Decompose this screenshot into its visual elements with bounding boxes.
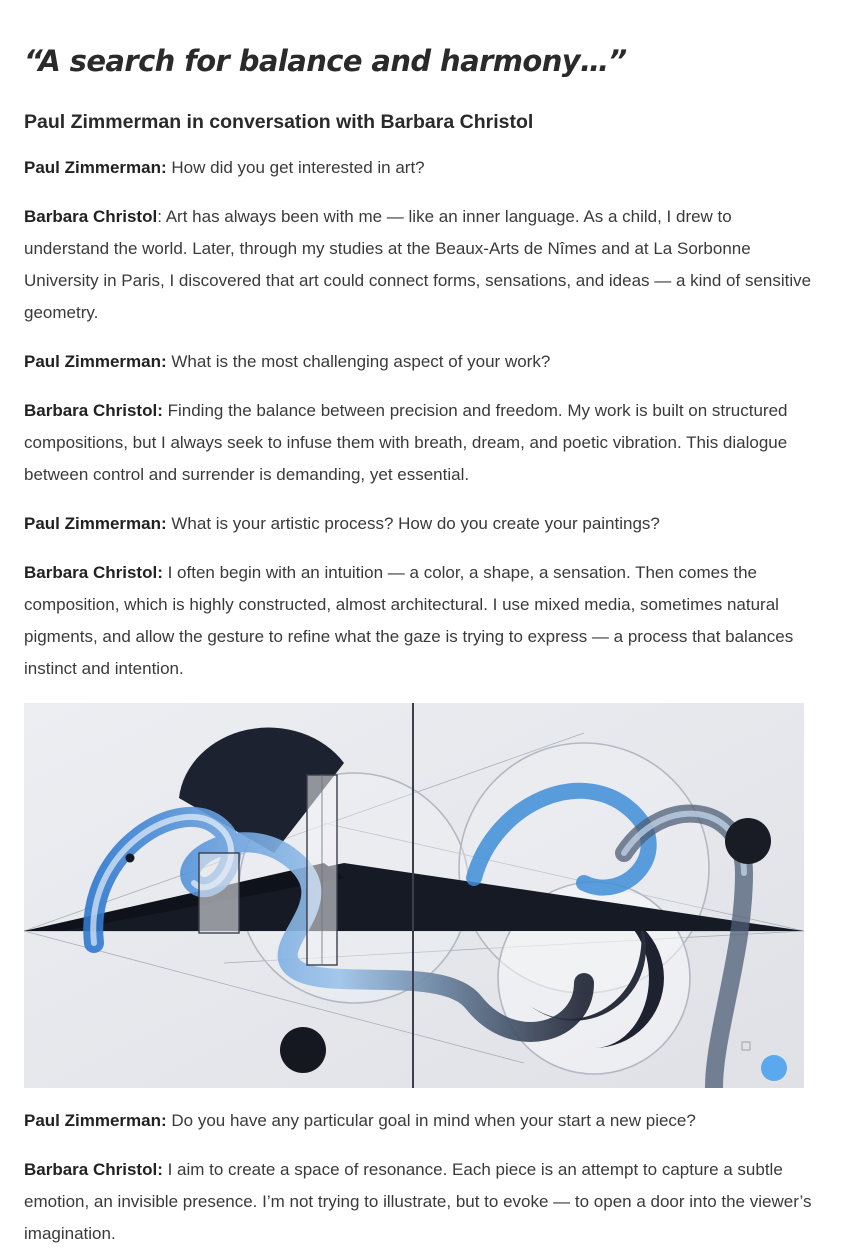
article-title: “A search for balance and harmony…”	[24, 44, 627, 78]
question-text: Do you have any particular goal in mind when your start a new piece?	[166, 1111, 696, 1130]
question-text: How did you get interested in art?	[166, 158, 425, 177]
interview-question	[24, 152, 814, 184]
artwork-image	[24, 703, 804, 1088]
speaker-name: Paul Zimmerman:	[24, 1111, 167, 1130]
answer-text: : Art has always been with me — like an inner language. As a child, I drew to understand the world. Later, through my studies at the Beaux-Arts de Nîmes and at La Sorbonne University in Paris, I discovered that art could connect forms, sensations, and ideas — a kind of sensitive geometry.	[24, 207, 812, 322]
speaker-name: Paul Zimmerman:	[24, 158, 167, 177]
speaker-name: Barbara Christol	[24, 207, 158, 226]
answer-text: Finding the balance between precision and freedom. My work is built on structured compositions, but I always seek to infuse them with breath, dream, and poetic vibration. This dialogue between control and surrender is demanding, yet essential.	[24, 401, 788, 484]
speaker-name: Barbara Christol:	[24, 1160, 163, 1179]
speaker-name: Barbara Christol:	[24, 401, 163, 420]
speaker-name: Paul Zimmerman:	[24, 514, 167, 533]
interview-answer	[24, 1154, 814, 1250]
speaker-name: Barbara Christol:	[24, 563, 163, 582]
abstract-painting	[24, 703, 804, 1088]
article-subtitle: Paul Zimmerman in conversation with Barbara Christol	[24, 111, 534, 133]
interview-question	[24, 1105, 814, 1137]
answer-text: I often begin with an intuition — a color, a shape, a sensation. Then comes the composition, which is highly constructed, almost architectural. I use mixed media, sometimes natural pigments, and allow the gesture to refine what the gaze is trying to express — a process that balances instinct and intention.	[24, 563, 794, 678]
interview-answer	[24, 395, 814, 491]
question-text: What is your artistic process? How do you create your paintings?	[166, 514, 660, 533]
interview-answer	[24, 557, 814, 685]
interview-answer	[24, 201, 814, 329]
speaker-name: Paul Zimmerman:	[24, 352, 167, 371]
interview-question	[24, 346, 814, 378]
interview-question	[24, 508, 814, 540]
answer-text: I aim to create a space of resonance. Each piece is an attempt to capture a subtle emotion, an invisible presence. I’m not trying to illustrate, but to evoke — to open a door into the viewer’s imagination.	[24, 1160, 812, 1243]
question-text: What is the most challenging aspect of your work?	[166, 352, 551, 371]
